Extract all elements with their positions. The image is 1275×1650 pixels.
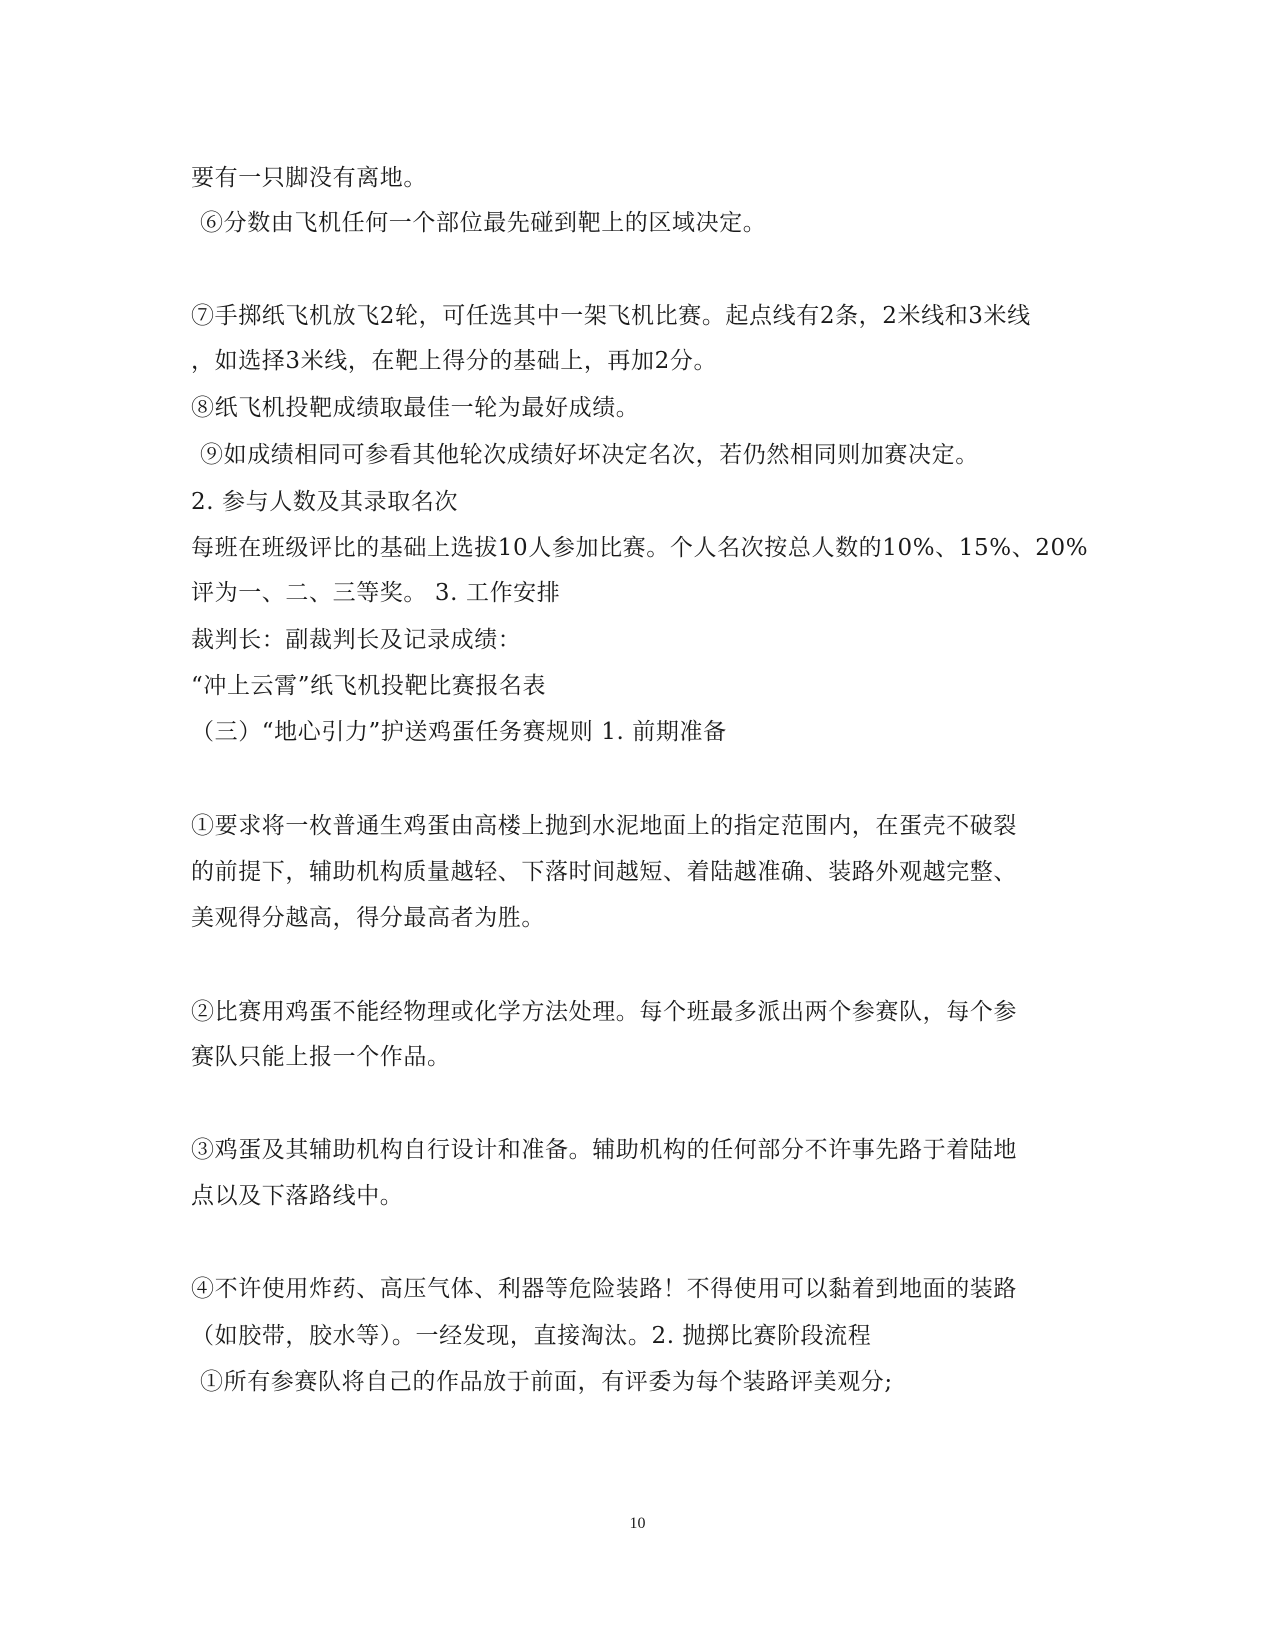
text-line: ，如选择3米线，在靶上得分的基础上，再加2分。 [191,348,718,374]
text-line: ⑦手掷纸飞机放飞2轮，可任选其中一架飞机比赛。起点线有2条，2米线和3米线 [191,303,1031,329]
section-heading: 2. 参与人数及其录取名次 [191,489,459,515]
text-line: 点以及下落路线中。 [191,1183,404,1209]
page-number: 10 [629,1515,646,1532]
text-line: ②比赛用鸡蛋不能经物理或化学方法处理。每个班最多派出两个参赛队，每个参 [191,999,1017,1025]
text-line: 美观得分越高，得分最高者为胜。 [191,905,545,931]
text-line: ④不许使用炸药、高压气体、利器等危险装路！不得使用可以黏着到地面的装路 [191,1276,1017,1302]
section-heading: （三）“地心引力”护送鸡蛋任务赛规则 1. 前期准备 [191,719,727,745]
text-line: ⑧纸飞机投靶成绩取最佳一轮为最好成绩。 [191,395,640,421]
text-line: ①要求将一枚普通生鸡蛋由高楼上抛到水泥地面上的指定范围内，在蛋壳不破裂 [191,813,1017,839]
text-line: 要有一只脚没有离地。 [191,165,427,191]
text-line: （如胶带，胶水等）。一经发现，直接淘汰。2. 抛掷比赛阶段流程 [191,1323,872,1349]
text-line: ①所有参赛队将自己的作品放于前面，有评委为每个装路评美观分; [200,1369,893,1395]
text-line: 裁判长：副裁判长及记录成绩： [191,627,522,653]
text-line: 每班在班级评比的基础上选拔10人参加比赛。个人名次按总人数的10%、15%、20% [191,535,1089,561]
text-line: ⑨如成绩相同可参看其他轮次成绩好坏决定名次，若仍然相同则加赛决定。 [200,442,979,468]
text-line: 赛队只能上报一个作品。 [191,1044,451,1070]
text-line: 的前提下，辅助机构质量越轻、下落时间越短、着陆越准确、装路外观越完整、 [191,859,1017,885]
text-line: ⑥分数由飞机任何一个部位最先碰到靶上的区域决定。 [200,210,767,236]
text-line: ③鸡蛋及其辅助机构自行设计和准备。辅助机构的任何部分不许事先路于着陆地 [191,1137,1017,1163]
text-line: 评为一、二、三等奖。 3. 工作安排 [191,580,561,606]
table-title: “冲上云霄”纸飞机投靶比赛报名表 [191,673,547,699]
